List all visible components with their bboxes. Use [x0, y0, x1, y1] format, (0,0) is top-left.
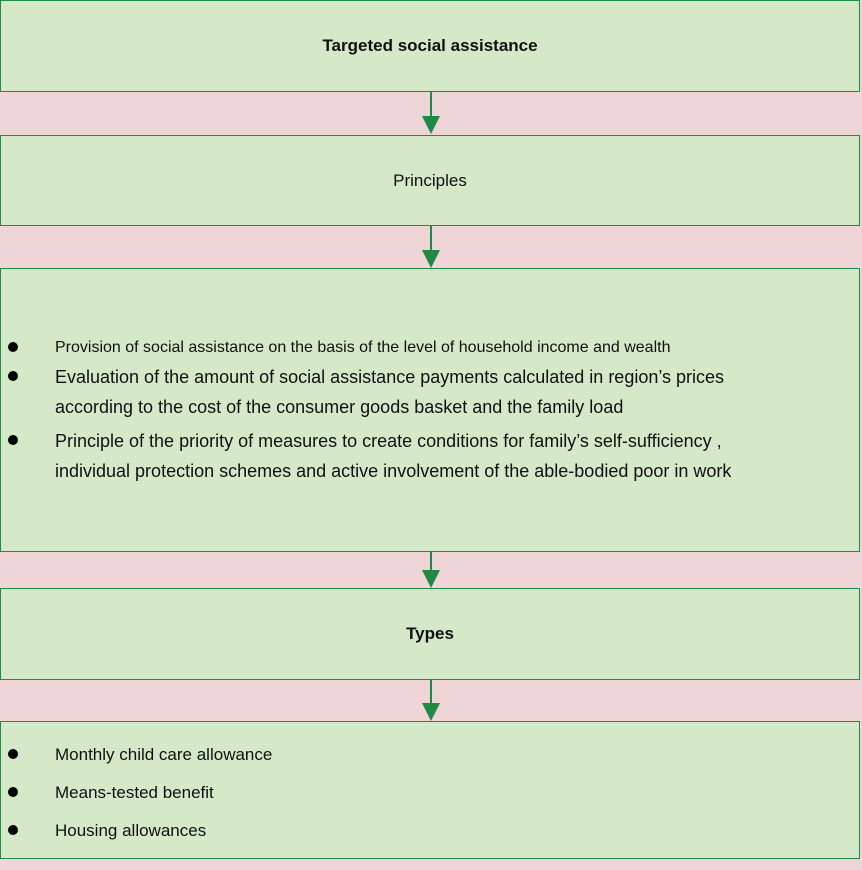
- principles-heading: Principles: [393, 170, 467, 190]
- arrow-down-icon: [422, 552, 440, 590]
- bullet-icon: [8, 825, 18, 835]
- types-heading-box: [0, 588, 860, 680]
- bullet-icon: [8, 787, 18, 797]
- arrow-down-icon: [422, 226, 440, 270]
- types-list-box: [0, 721, 860, 859]
- principles-list-box: [0, 268, 860, 552]
- title-box: [0, 0, 860, 92]
- principles-list: [1, 337, 801, 486]
- bullet-icon: [8, 342, 18, 352]
- list-item: Monthly child care allowance: [1, 742, 801, 768]
- bullet-icon: [8, 749, 18, 759]
- list-item: Principle of the priority of measures to create conditions for family’s self-sufficiency , individual protection schemes and active involvement of the able-bodied poor in work: [1, 426, 801, 486]
- list-item: Means-tested benefit: [1, 780, 801, 806]
- diagram-title: Targeted social assistance: [322, 36, 538, 55]
- bullet-icon: [8, 435, 18, 445]
- types-list: [1, 742, 801, 844]
- arrow-down-icon: [422, 92, 440, 136]
- arrow-down-icon: [422, 680, 440, 723]
- list-item: Housing allowances: [1, 818, 801, 844]
- types-heading: Types: [406, 624, 454, 643]
- list-item: Evaluation of the amount of social assistance payments calculated in region’s prices according to the cost of the consumer goods basket and the family load: [1, 362, 801, 422]
- bullet-icon: [8, 371, 18, 381]
- principles-heading-box: [0, 135, 860, 226]
- list-item: Provision of social assistance on the basis of the level of household income and wealth: [1, 337, 801, 359]
